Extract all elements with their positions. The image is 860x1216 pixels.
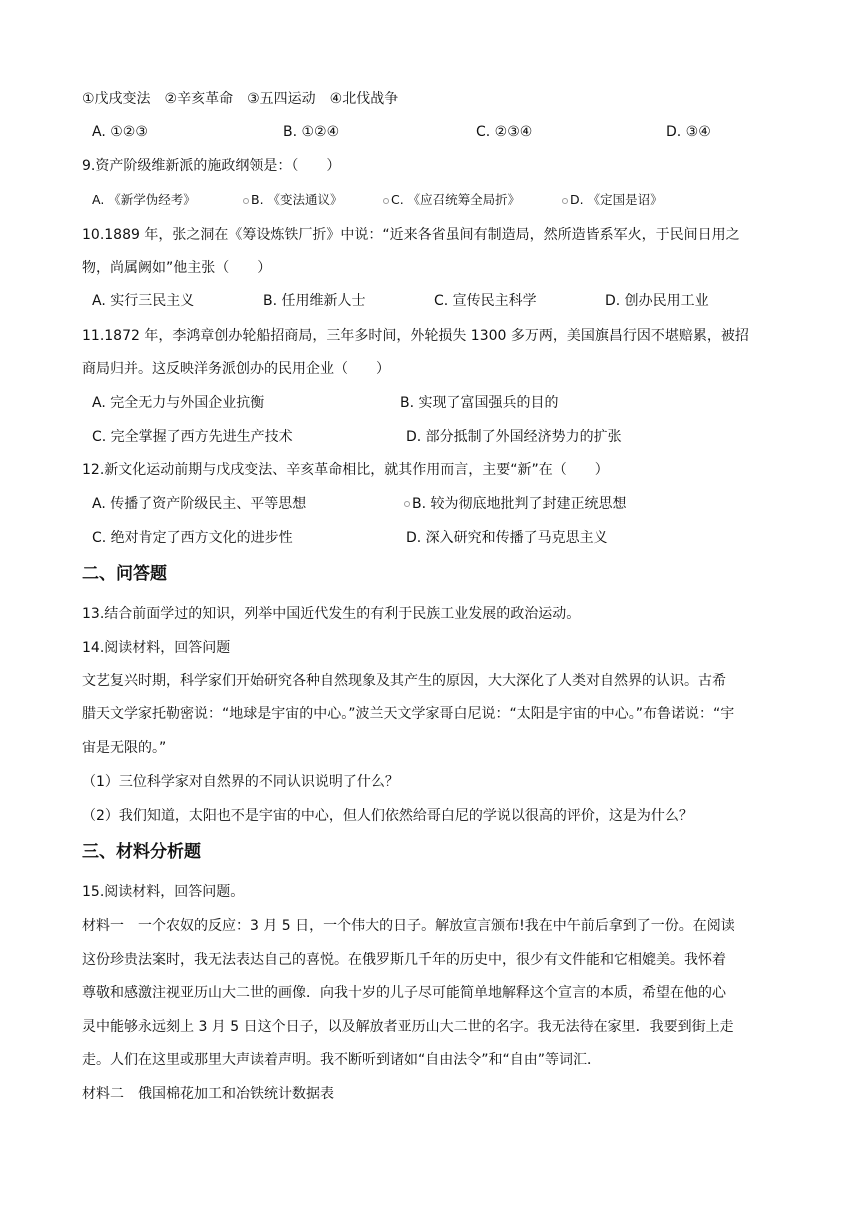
q15-stem: 15.阅读材料，回答问题。	[82, 884, 245, 900]
q8-option-b: B. ①②④	[283, 124, 340, 140]
q14-stem: 14.阅读材料，回答问题	[82, 640, 231, 656]
q12-option-c: C. 绝对肯定了西方文化的进步性	[92, 530, 293, 546]
q12-option-b	[404, 494, 627, 514]
q8-option-a: A. ①②③	[92, 124, 148, 140]
q9-option-d	[562, 190, 663, 210]
q9-option-b-label: B. 《变法通议》	[251, 192, 343, 207]
option-marker-icon	[562, 198, 568, 204]
material-1-line4: 灵中能够永远刻上 3 月 5 日这个日子，以及解放者亚历山大二世的名字。我无法待在家里．我要到街上走	[82, 1019, 734, 1035]
q11-option-b: B. 实现了富国强兵的目的	[400, 395, 559, 411]
q11-stem-line2: 商局归并。这反映洋务派创办的民用企业（ ）	[82, 361, 390, 377]
q10-stem-line1: 10.1889 年，张之洞在《筹设炼铁厂折》中说：“近来各省虽间有制造局，然所造皆系军火，于民间日用之	[82, 227, 740, 243]
option-marker-icon	[404, 501, 410, 507]
section-heading-qa: 二、问答题	[82, 564, 167, 584]
q14-subquestion-1: （1）三位科学家对自然界的不同认识说明了什么？	[82, 774, 399, 790]
q10-option-a: A. 实行三民主义	[92, 293, 195, 309]
q8-option-c: C. ②③④	[476, 124, 533, 140]
q12-stem: 12.新文化运动前期与戊戌变法、辛亥革命相比，就其作用而言，主要“新”在（ ）	[82, 462, 609, 478]
q11-stem-line1: 11.1872 年，李鸿章创办轮船招商局，三年多时间，外轮损失 1300 多万两，美国旗昌行因不堪赔累，被招	[82, 328, 749, 344]
q10-option-b: B. 任用维新人士	[263, 293, 366, 309]
q12-option-d: D. 深入研究和传播了马克思主义	[406, 530, 608, 546]
option-marker-icon	[383, 198, 389, 204]
q12-option-a: A. 传播了资产阶级民主、平等思想	[92, 496, 307, 512]
q8-items-line: ①戊戌变法 ②辛亥革命 ③五四运动 ④北伐战争	[82, 91, 399, 107]
q10-option-c: C. 宣传民主科学	[434, 293, 537, 309]
q12-option-b-label: B. 较为彻底地批判了封建正统思想	[412, 496, 627, 512]
q14-material-line3: 宙是无限的。”	[82, 740, 167, 756]
option-marker-icon	[243, 198, 249, 204]
q11-option-c: C. 完全掌握了西方先进生产技术	[92, 429, 293, 445]
material-1-line5: 走。人们在这里或那里大声读着声明。我不断听到诸如“自由法令”和“自由”等词汇．	[82, 1052, 602, 1068]
q9-option-b	[243, 190, 343, 210]
material-1-line2: 这份珍贵法案时，我无法表达自己的喜悦。在俄罗斯几千年的历史中，很少有文件能和它相媲美。我怀着	[82, 952, 726, 968]
q14-material-line2: 腊天文学家托勒密说：“地球是宇宙的中心。”波兰天文学家哥白尼说：“太阳是宇宙的中心。”布鲁诺说：“宇	[82, 706, 735, 722]
q10-stem-line2: 物，尚属阙如”他主张（ ）	[82, 260, 272, 276]
material-1-line3: 尊敬和感激注视亚历山大二世的画像．向我十岁的儿子尽可能简单地解释这个宣言的本质，希望在他的心	[82, 985, 726, 1001]
q11-option-a: A. 完全无力与外国企业抗衡	[92, 395, 265, 411]
q9-option-a: A. 《新学伪经考》	[92, 192, 196, 207]
q14-subquestion-2: （2）我们知道，太阳也不是宇宙的中心，但人们依然给哥白尼的学说以很高的评价，这是为什么？	[82, 808, 693, 824]
section-heading-material-analysis: 三、材料分析题	[82, 842, 201, 862]
material-2-caption: 材料二 俄国棉花加工和冶铁统计数据表	[82, 1086, 334, 1102]
material-1-line1: 材料一 一个农奴的反应：3 月 5 日，一个伟大的日子。解放宣言颁布!我在中午前后拿到了一份。在阅读	[82, 918, 735, 934]
q13-stem: 13.结合前面学过的知识，列举中国近代发生的有利于民族工业发展的政治运动。	[82, 606, 581, 622]
q9-option-c-label: C. 《应召统筹全局折》	[391, 192, 521, 207]
q8-option-d: D. ③④	[666, 124, 711, 140]
q10-option-d: D. 创办民用工业	[605, 293, 709, 309]
q14-material-line1: 文艺复兴时期，科学家们开始研究各种自然现象及其产生的原因，大大深化了人类对自然界的认识。古希	[82, 673, 726, 689]
q9-option-d-label: D. 《定国是诏》	[570, 192, 663, 207]
q9-option-c	[383, 190, 520, 210]
q9-stem: 9.资产阶级维新派的施政纲领是：（ ）	[82, 158, 341, 174]
q11-option-d: D. 部分抵制了外国经济势力的扩张	[406, 429, 622, 445]
